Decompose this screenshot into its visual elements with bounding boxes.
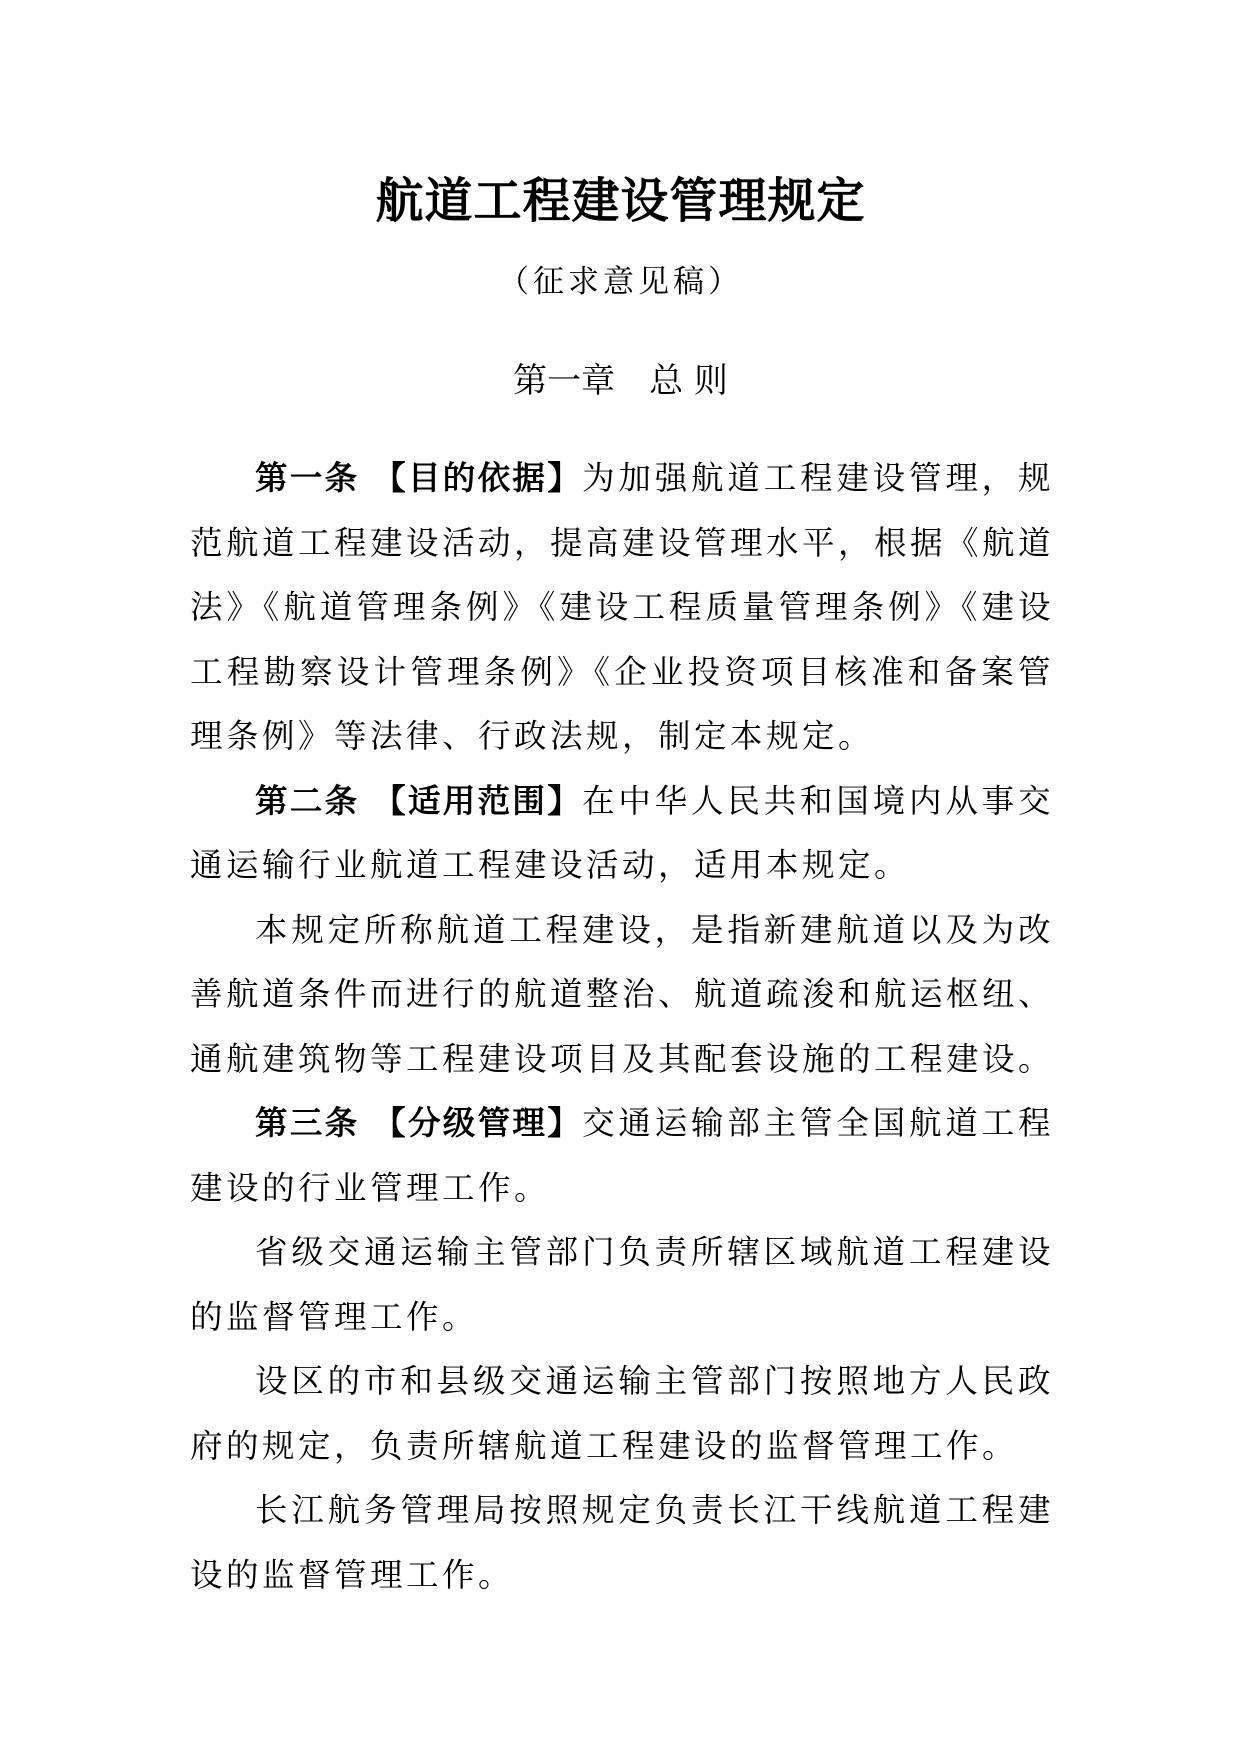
document-title: 航道工程建设管理规定: [375, 173, 866, 229]
article-3-heading: 第三条 【分级管理】: [255, 1104, 583, 1142]
article-2-clause-2: 本规定所称航道工程建设，是指新建航道以及为改善航道条件而进行的航道整治、航道疏浚和航运枢纽、通航建筑物等工程建设项目及其配套设施的工程建设。: [190, 910, 1055, 1078]
article-2-text: 在中华人民共和国境内从事交通运输行业航道工程建设活动，适用本规定。: [190, 781, 1054, 884]
article-3-clause-4: 长江航务管理局按照规定负责长江干线航道工程建设的监督管理工作。: [190, 1491, 1054, 1594]
article-3-clause-2: 省级交通运输主管部门负责所辖区域航道工程建设的监督管理工作。: [190, 1233, 1054, 1336]
article-1-text: 为加强航道工程建设管理，规范航道工程建设活动，提高建设管理水平，根据《航道法》《航道管理条例》《建设工程质量管理条例》《建设工程勘察设计管理条例》《企业投资项目核准和备案管理条例》等法律、行政法规，制定本规定。: [190, 459, 1055, 755]
article-2-paragraph: [190, 769, 1054, 898]
article-1-heading: 第一条 【目的依据】: [255, 459, 583, 497]
article-3-text: 交通运输部主管全国航道工程建设的行业管理工作。: [190, 1104, 1054, 1207]
document-subtitle: （征求意见稿）: [498, 264, 743, 300]
article-1-paragraph: [190, 446, 1054, 769]
document-body: [190, 446, 1054, 1607]
article-3-paragraph: [190, 1091, 1054, 1220]
chapter-heading: 第一章 总 则: [513, 361, 728, 401]
article-3-clause-3: 设区的市和县级交通运输主管部门按照地方人民政府的规定，负责所辖航道工程建设的监督管理工作。: [190, 1362, 1054, 1465]
article-2-heading: 第二条 【适用范围】: [255, 781, 583, 820]
